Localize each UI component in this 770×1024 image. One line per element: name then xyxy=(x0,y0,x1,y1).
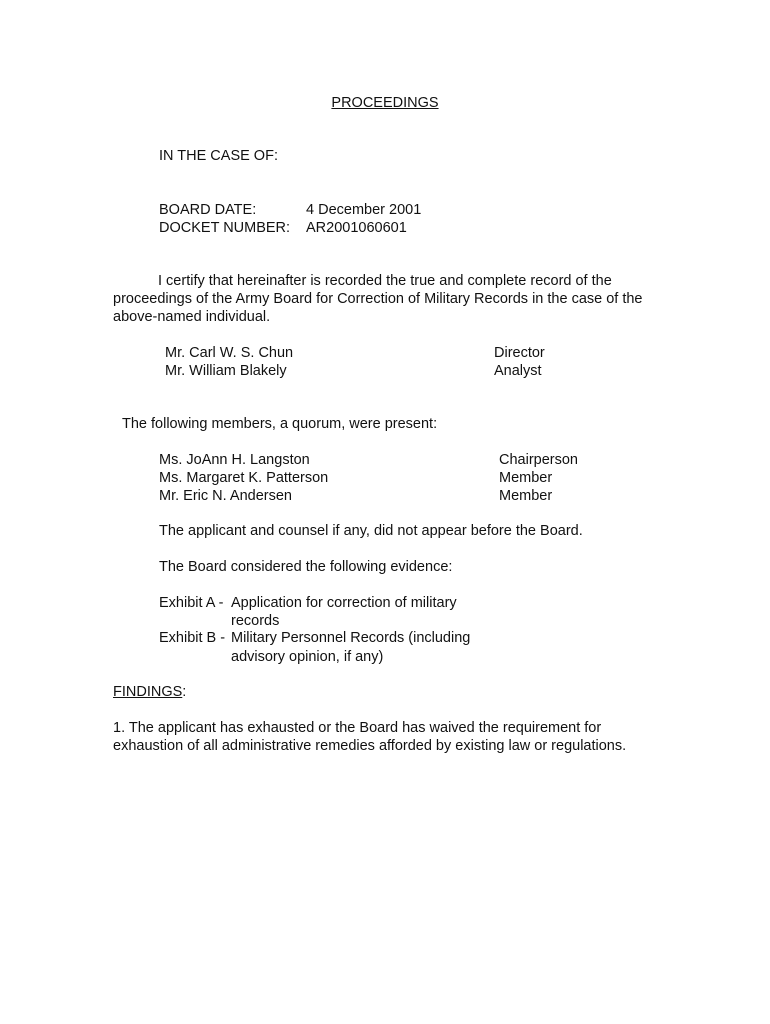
case-label: IN THE CASE OF: xyxy=(159,148,278,164)
exhibit-b-text-continued: advisory opinion, if any) xyxy=(231,649,384,665)
docket-number-value: AR2001060601 xyxy=(306,220,407,236)
docket-number-label: DOCKET NUMBER: xyxy=(159,220,291,236)
exhibit-b-label: Exhibit B - xyxy=(159,630,226,646)
findings-heading-colon: : xyxy=(182,684,187,700)
board-date-value: 4 December 2001 xyxy=(306,202,422,218)
member-name-chairperson: Ms. JoAnn H. Langston xyxy=(159,452,310,468)
certification-first-line: I certify that hereinafter is recorded the true and complete record of the xyxy=(158,273,612,289)
member-name-second: Ms. Margaret K. Patterson xyxy=(159,470,329,486)
exhibit-a-text-continued: records xyxy=(231,613,280,629)
board-date-label: BOARD DATE: xyxy=(159,202,257,218)
page-title: PROCEEDINGS xyxy=(331,95,439,111)
quorum-statement: The following members, a quorum, were present: xyxy=(122,416,438,432)
finding-1-paragraph: 1. The applicant has exhausted or the Board has waived the requirement for exhaustion of all administrative remedies afforded by existing law or regulations. xyxy=(113,720,627,754)
certification-paragraph xyxy=(113,272,673,326)
appearance-statement: The applicant and counsel if any, did not appear before the Board. xyxy=(159,523,583,539)
findings-heading xyxy=(113,683,186,701)
findings-heading-text: FINDINGS xyxy=(113,684,183,700)
staff-name-director: Mr. Carl W. S. Chun xyxy=(165,345,294,361)
member-role-second: Member xyxy=(499,470,553,486)
evidence-intro: The Board considered the following evidence: xyxy=(159,559,453,575)
staff-name-analyst: Mr. William Blakely xyxy=(165,363,287,379)
exhibit-a-text: Application for correction of military xyxy=(231,595,457,611)
certification-continuation: proceedings of the Army Board for Correction of Military Records in the case of the above-named individual. xyxy=(113,291,643,325)
member-name-third: Mr. Eric N. Andersen xyxy=(159,488,292,504)
staff-role-analyst: Analyst xyxy=(494,363,542,379)
member-role-chairperson: Chairperson xyxy=(499,452,578,468)
member-role-third: Member xyxy=(499,488,553,504)
exhibit-b-text: Military Personnel Records (including xyxy=(231,630,471,646)
exhibit-a-label: Exhibit A - xyxy=(159,595,224,611)
staff-role-director: Director xyxy=(494,345,545,361)
